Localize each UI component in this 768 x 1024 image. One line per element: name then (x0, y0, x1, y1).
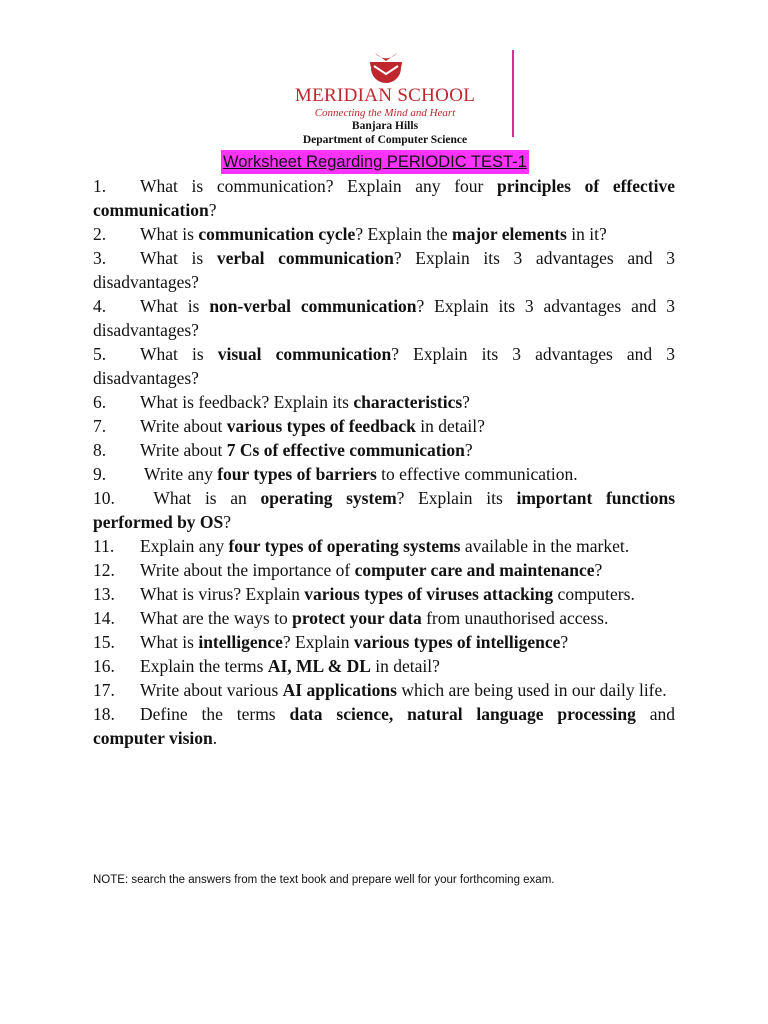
question-number: 5. (93, 344, 107, 364)
school-header (270, 52, 510, 146)
question-text: What is (140, 296, 210, 316)
question-text: ? (462, 392, 470, 412)
question-keyword: AI applications (282, 680, 397, 700)
question-number: 15. (93, 632, 115, 652)
question-text: . (212, 728, 218, 748)
question-text: What are the ways to (140, 608, 293, 628)
question-text: ? (594, 560, 603, 580)
question-text: Explain the terms (140, 656, 268, 676)
question-number: 16. (93, 656, 115, 676)
question-number: 18. (93, 704, 115, 724)
question-text: ? (464, 440, 473, 460)
question-number: 3. (93, 248, 107, 268)
question-keyword: non-verbal communication (209, 296, 417, 316)
question-text: What is an (140, 488, 261, 508)
question-item (93, 342, 675, 390)
question-text: which are being used in our daily life. (396, 680, 667, 700)
question-item (93, 678, 675, 702)
question-keyword: verbal communication (216, 248, 394, 268)
question-number: 1. (93, 176, 107, 196)
question-text: Write about various (140, 680, 283, 700)
question-number: 6. (93, 392, 107, 412)
department-name: Department of Computer Science (302, 134, 468, 146)
question-keyword: four types of barriers (217, 464, 377, 484)
question-text: and (635, 704, 675, 724)
question-item (93, 606, 675, 630)
question-number: 14. (93, 608, 115, 628)
question-number: 7. (93, 416, 107, 436)
question-keyword: computer vision (93, 728, 213, 748)
question-number: 4. (93, 296, 107, 316)
exam-note: NOTE: search the answers from the text book and prepare well for your forthcoming exam. (93, 874, 555, 886)
question-text: What is feedback? Explain its (140, 392, 354, 412)
question-keyword: intelligence (198, 632, 283, 652)
question-number: 11. (93, 536, 115, 556)
question-text: What is (140, 224, 199, 244)
question-item (93, 558, 675, 582)
question-keyword: various types of intelligence (353, 632, 561, 652)
question-text: ? (223, 512, 232, 532)
question-text: What is communication? Explain any four (140, 176, 498, 196)
question-keyword: visual communication (217, 344, 392, 364)
question-keyword: data science, natural language processing (289, 704, 636, 724)
question-text: Define the terms (140, 704, 290, 724)
question-item (93, 462, 675, 486)
question-item (93, 222, 675, 246)
question-item (93, 630, 675, 654)
school-name: MERIDIAN SCHOOL (294, 85, 476, 106)
question-number: 10. (93, 488, 115, 508)
question-text: What is (140, 248, 217, 268)
question-number: 2. (93, 224, 107, 244)
question-text: What is (140, 632, 199, 652)
question-text: ? Explain its (396, 488, 517, 508)
header-divider (512, 50, 514, 137)
question-text: in it? (566, 224, 607, 244)
question-number: 8. (93, 440, 107, 460)
question-number: 17. (93, 680, 115, 700)
question-keyword: operating system (260, 488, 397, 508)
question-text: computers. (553, 584, 635, 604)
question-keyword: important functions performed by OS (93, 488, 676, 532)
question-keyword: various types of feedback (226, 416, 416, 436)
question-keyword: four types of operating systems (228, 536, 461, 556)
question-text: ? (560, 632, 569, 652)
school-logo-icon (366, 52, 406, 86)
question-keyword: major elements (452, 224, 567, 244)
school-tagline: Connecting the Mind and Heart (314, 107, 456, 119)
question-item (93, 582, 675, 606)
question-keyword: protect your data (292, 608, 422, 628)
question-keyword: AI, ML & DL (267, 656, 371, 676)
question-number: 9. (93, 464, 107, 484)
question-keyword: communication cycle (198, 224, 356, 244)
question-item (93, 414, 675, 438)
worksheet-title: Worksheet Regarding PERIODIC TEST-1 (221, 150, 529, 174)
question-number: 12. (93, 560, 115, 580)
question-text: Explain any (140, 536, 229, 556)
question-item (93, 246, 675, 294)
question-text: What is virus? Explain (140, 584, 305, 604)
campus-name: Banjara Hills (351, 120, 419, 132)
question-item (93, 654, 675, 678)
question-text: ? Explain its 3 advantages and 3 disadvantages? (93, 296, 675, 340)
question-item (93, 702, 675, 750)
question-keyword: computer care and maintenance (354, 560, 595, 580)
question-text: in detail? (370, 656, 440, 676)
question-item (93, 534, 675, 558)
question-text: Write about (140, 440, 227, 460)
question-text: ? Explain its 3 advantages and 3 disadvantages? (93, 248, 675, 292)
question-text: ? Explain its 3 advantages and 3 disadvantages? (93, 344, 675, 388)
question-text: ? Explain the (355, 224, 453, 244)
question-text: ? Explain (282, 632, 354, 652)
question-keyword: 7 Cs of effective communication (226, 440, 465, 460)
question-text: ? (208, 200, 217, 220)
question-keyword: principles of effective communication (93, 176, 675, 220)
question-text: What is (140, 344, 218, 364)
question-text: Write about (140, 416, 227, 436)
question-text: from unauthorised access. (421, 608, 609, 628)
question-item (93, 294, 675, 342)
question-keyword: various types of viruses attacking (304, 584, 554, 604)
question-text: to effective communication. (376, 464, 578, 484)
question-item (93, 390, 675, 414)
question-item (93, 486, 675, 534)
question-text: in detail? (415, 416, 485, 436)
question-number: 13. (93, 584, 115, 604)
question-list (93, 174, 675, 750)
question-text: available in the market. (460, 536, 630, 556)
question-text: Write any (140, 464, 218, 484)
question-item (93, 438, 675, 462)
question-text: Write about the importance of (140, 560, 355, 580)
question-item (93, 174, 675, 222)
question-keyword: characteristics (353, 392, 463, 412)
